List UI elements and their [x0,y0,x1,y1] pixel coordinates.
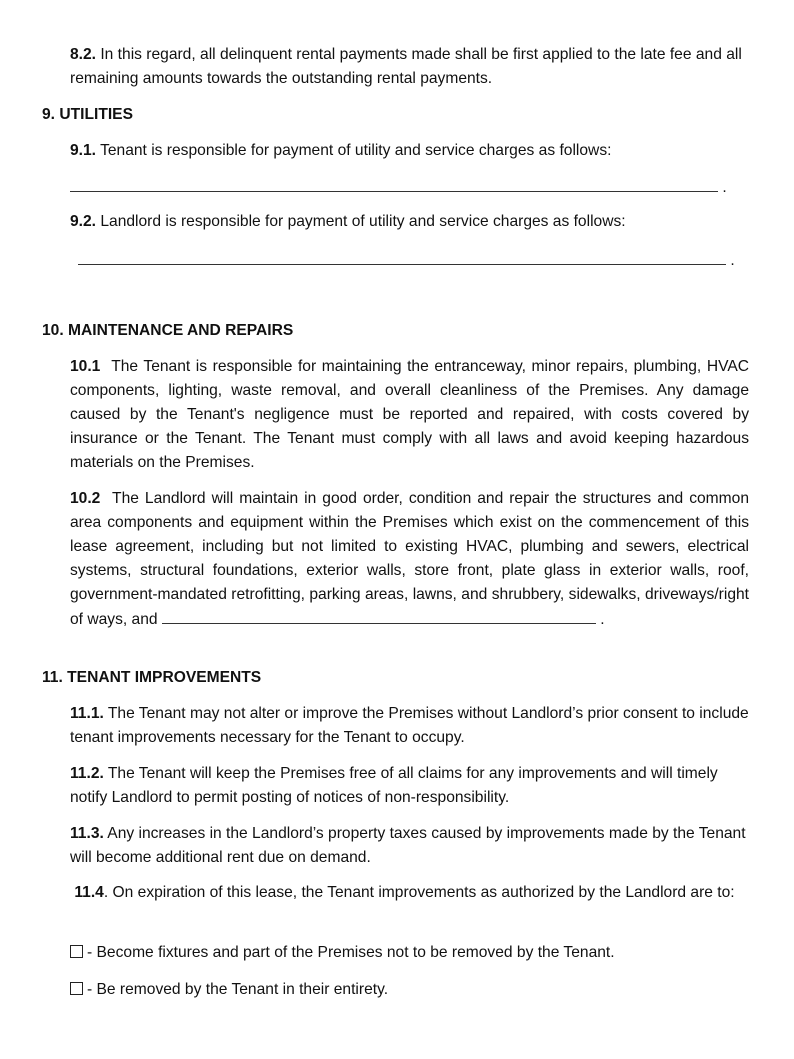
clause-text: The Landlord will maintain in good order, condition and repair the structures and common area components and equipment within the Premises which exist on the commencement of this lease agreement, including but not limited to existing HVAC, plumbing and sewers, electrical systems, structural foundations, exterior walls, store front, plate glass in exterior walls, roof, government-mandated retrofitting, parking areas, lawns, and shrubbery, sidewalks, driveways/right of ways, and [70,490,754,628]
option-fixtures[interactable] [70,941,749,965]
clause-number: 11.4 [74,884,104,901]
checkbox[interactable] [70,945,83,958]
clause-text: Tenant is responsible for payment of utility and service charges as follows: [96,142,612,159]
section-heading-maintenance: 10. MAINTENANCE AND REPAIRS [42,322,294,339]
option-removed[interactable] [70,978,749,1002]
clause-number: 10.1 [70,358,101,375]
blank-field[interactable] [162,607,596,624]
clause-number: 10.2 [70,490,101,507]
clause-number: 11.3. [70,825,104,842]
clause-text: Landlord is responsible for payment of utility and service charges as follows: [96,213,626,230]
option-label: - Be removed by the Tenant in their entirety. [87,981,389,998]
clause-10-1 [70,355,754,475]
clause-9-2 [70,210,749,234]
landlord-utilities-blank-line[interactable] [78,248,757,273]
clause-number: 11.1. [70,705,104,722]
clause-11-3 [70,822,749,870]
clause-text: . On expiration of this lease, the Tenant improvements as authorized by the Landlord are to: [103,884,735,901]
clause-9-1 [70,139,749,163]
clause-number: 11.2. [70,765,104,782]
clause-number: 9.2. [70,213,97,230]
clause-10-2 [70,487,754,632]
section-heading-utilities: 9. UTILITIES [42,106,133,123]
clause-text: Any increases in the Landlord’s property taxes caused by improvements made by the Tenant will become additional rent due on demand. [70,825,746,866]
option-label: - Become fixtures and part of the Premises not to be removed by the Tenant. [87,944,615,961]
clause-text: In this regard, all delinquent rental payments made shall be first applied to the late fee and all remaining amounts towards the outstanding rental payments. [70,46,742,87]
blank-field[interactable] [78,248,726,265]
clause-number: 9.1. [70,142,97,159]
clause-11-1 [70,702,749,750]
clause-text: The Tenant will keep the Premises free of all claims for any improvements and will timely notify Landlord to permit posting of notices of non-responsibility. [70,765,718,806]
period: . [730,252,735,269]
period: . [595,611,605,628]
section-heading-tenant-improvements: 11. TENANT IMPROVEMENTS [42,669,262,686]
clause-number: 8.2. [70,46,97,63]
tenant-utilities-blank-line[interactable] [70,175,749,200]
period: . [722,179,727,196]
clause-11-2 [70,762,749,810]
blank-field[interactable] [70,175,718,192]
clause-8-2 [70,43,749,91]
checkbox[interactable] [70,982,83,995]
clause-text: The Tenant is responsible for maintaining the entranceway, minor repairs, plumbing, HVAC components, lighting, waste removal, and overall cleanliness of the Premises. Any damage caused by the Tenant's negligence must be reported and repaired, with costs covered by insurance or the Tenant. The Tenant must comply with all laws and avoid keeping hazardous materials on the Premises. [70,358,754,471]
clause-11-4 [70,881,749,905]
clause-text: The Tenant may not alter or improve the Premises without Landlord’s prior consent to include tenant improvements necessary for the Tenant to occupy. [70,705,749,746]
